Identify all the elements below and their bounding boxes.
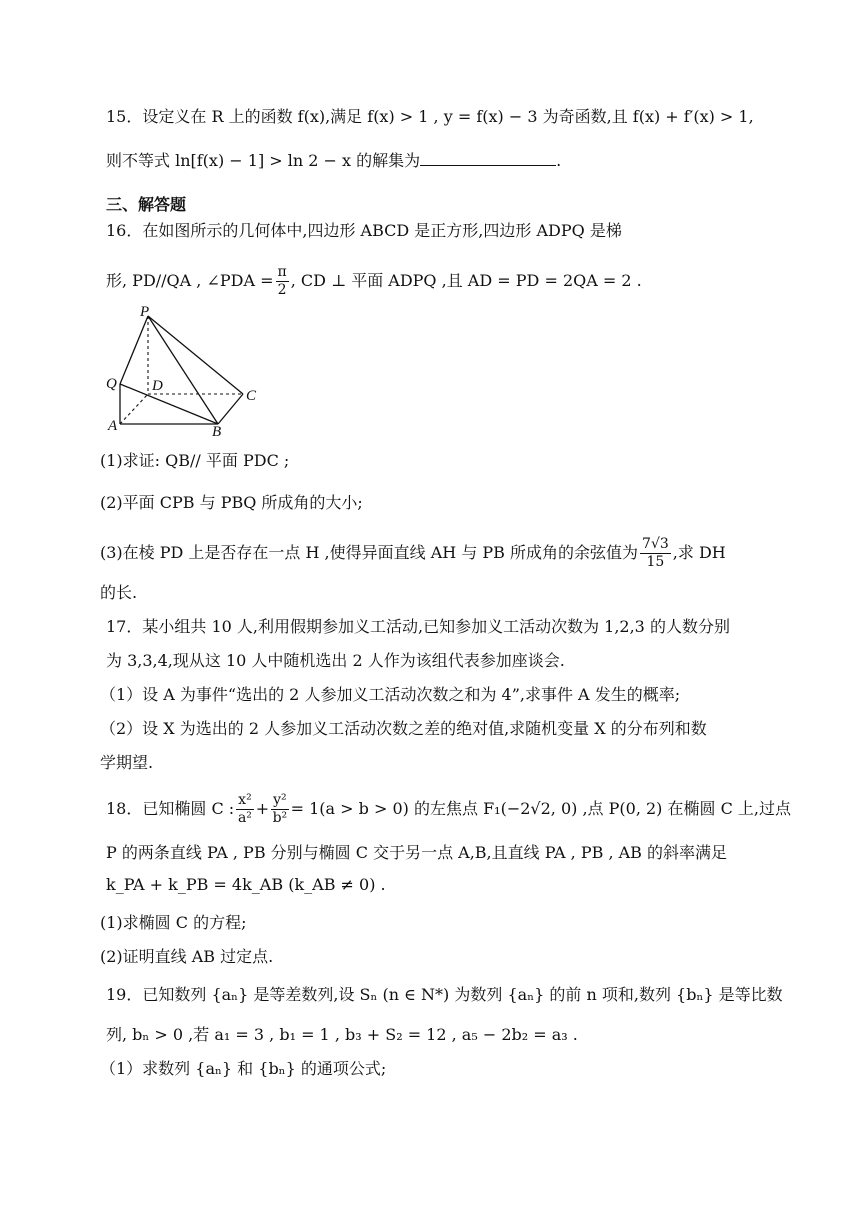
- cosine-fraction-den: 15: [646, 554, 665, 570]
- q18-line1-text: 18．已知椭圆 C :: [106, 799, 235, 818]
- q17-line2: 为 3,3,4,现从这 10 人中随机选出 2 人作为该组代表参加座谈会.: [106, 651, 565, 670]
- angle-fraction-den: 2: [277, 282, 287, 298]
- ellipse-fraction-y-num: y²: [273, 792, 287, 808]
- q16-line2: [106, 264, 766, 299]
- q16-part3: [100, 536, 760, 571]
- edge-PQ: [120, 316, 148, 384]
- edge-PB: [148, 316, 218, 424]
- q16-line2-text: 形, PD//QA , ∠PDA =: [106, 271, 274, 290]
- q18-part2: (2)证明直线 AB 过定点.: [100, 947, 274, 966]
- label-D: D: [152, 378, 163, 394]
- q16-part1: (1)求证: QB// 平面 PDC ;: [100, 451, 290, 470]
- ellipse-fraction-x-den: a²: [237, 810, 252, 826]
- ellipse-fraction-y-den: b²: [272, 810, 288, 826]
- q18-line1-rest: = 1(a > b > 0) 的左焦点 F₁(−2√2, 0) ,点 P(0, 2) 在椭圆 C 上,过点: [290, 799, 792, 818]
- q19-line1: 19．已知数列 {aₙ} 是等差数列,设 Sₙ (n ∈ N*) 为数列 {aₙ} 的前 n 项和,数列 {bₙ} 是等比数: [106, 985, 783, 1004]
- q15-line2-end: .: [556, 151, 562, 170]
- q16-part3-text: (3)在棱 PD 上是否存在一点 H ,使得异面直线 AH 与 PB 所成角的余弦值为: [100, 543, 639, 562]
- cosine-fraction-num: 7√3: [642, 536, 669, 552]
- q16-part3-cont: 的长.: [100, 583, 138, 602]
- q16-part3-end: ,求 DH: [672, 543, 726, 562]
- ellipse-fraction-x-num: x²: [238, 792, 252, 808]
- q18-line2: P 的两条直线 PA , PB 分别与椭圆 C 交于另一点 A,B,且直线 PA , PB , AB 的斜率满足: [106, 843, 728, 862]
- q18-line3: k_PA + k_PB = 4k_AB (k_AB ≠ 0) .: [106, 875, 386, 894]
- q16-line1: 16．在如图所示的几何体中,四边形 ABCD 是正方形,四边形 ADPQ 是梯: [106, 221, 622, 240]
- q15-line2: [106, 150, 766, 172]
- q16-part2: (2)平面 CPB 与 PBQ 所成角的大小;: [100, 493, 363, 512]
- angle-fraction: [276, 264, 289, 299]
- ellipse-fraction-y: [271, 792, 289, 827]
- q17-part2: （2）设 X 为选出的 2 人参加义工活动次数之差的绝对值,求随机变量 X 的分布列和数: [100, 719, 707, 738]
- label-B: B: [212, 424, 222, 436]
- label-P: P: [140, 304, 150, 320]
- section-heading: 三、解答题: [106, 195, 187, 214]
- q17-part1: （1）设 A 为事件“选出的 2 人参加义工活动次数之和为 4”,求事件 A 发生的概率;: [100, 685, 681, 704]
- cosine-fraction: [640, 536, 671, 571]
- edge-BC: [218, 394, 243, 424]
- answer-blank: [420, 150, 556, 166]
- ellipse-fraction-x: [236, 792, 254, 827]
- angle-fraction-num: π: [277, 264, 287, 280]
- label-C: C: [246, 388, 257, 404]
- q18-line1: [106, 792, 792, 827]
- label-Q: Q: [106, 376, 117, 392]
- q19-line2: 列, bₙ > 0 ,若 a₁ = 3 , b₁ = 1 , b₃ + S₂ = 12 , a₅ − 2b₂ = a₃ .: [106, 1025, 578, 1044]
- q15-line1: 15．设定义在 R 上的函数 f(x),满足 f(x) > 1 , y = f(x) − 3 为奇函数,且 f(x) + f′(x) > 1,: [106, 107, 754, 126]
- plus-sign: +: [255, 799, 270, 818]
- q18-part1: (1)求椭圆 C 的方程;: [100, 913, 247, 932]
- q17-part2-cont: 学期望.: [100, 753, 154, 772]
- edge-QB: [120, 384, 218, 424]
- q17-line1: 17．某小组共 10 人,利用假期参加义工活动,已知参加义工活动次数为 1,2,3 的人数分别: [106, 617, 730, 636]
- q16-line2-rest: , CD ⊥ 平面 ADPQ ,且 AD = PD = 2QA = 2 .: [290, 271, 642, 290]
- edge-AD: [120, 394, 148, 424]
- label-A: A: [108, 418, 118, 434]
- q19-part1: （1）求数列 {aₙ} 和 {bₙ} 的通项公式;: [100, 1059, 387, 1078]
- geometry-figure: [100, 302, 270, 436]
- q15-line2-text: 则不等式 ln[f(x) − 1] > ln 2 − x 的解集为: [106, 151, 421, 170]
